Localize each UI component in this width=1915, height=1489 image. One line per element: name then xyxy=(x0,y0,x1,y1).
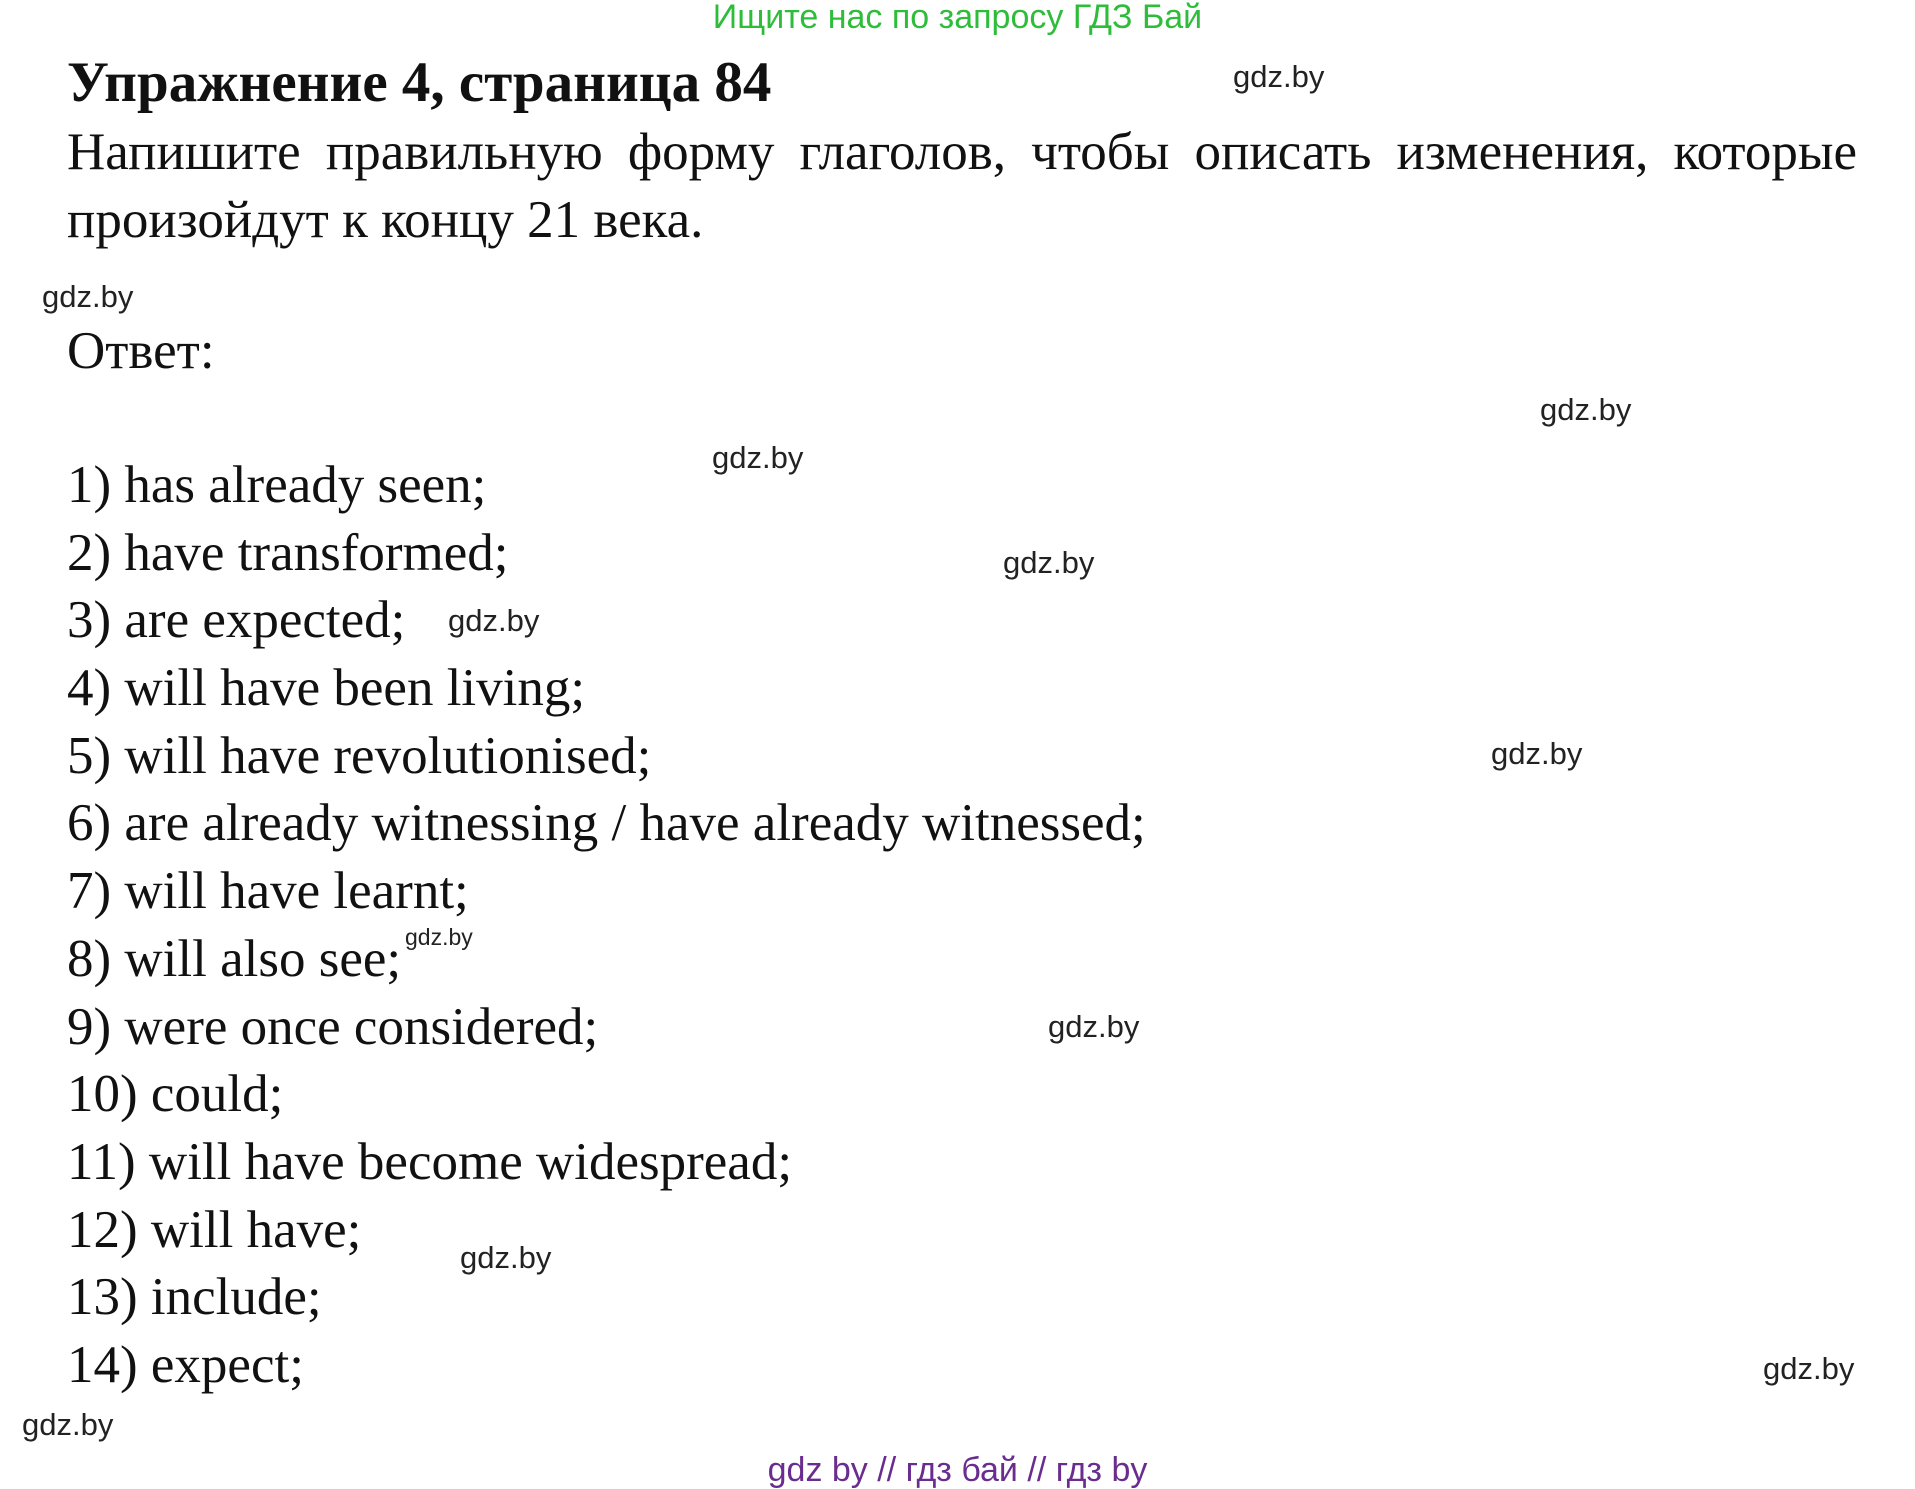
answer-item: 7) will have learnt; xyxy=(67,862,469,921)
watermark: gdz.by xyxy=(712,440,804,475)
watermark: gdz.by xyxy=(22,1407,114,1442)
watermark: gdz.by xyxy=(42,279,134,314)
answer-label: Ответ: xyxy=(67,322,215,380)
watermark: gdz.by xyxy=(1048,1009,1140,1044)
answer-item: 2) have transformed; xyxy=(67,523,509,582)
answer-item: 5) will have revolutionised; xyxy=(67,726,652,785)
watermark: gdz.by xyxy=(460,1240,552,1275)
answer-item: 10) could; xyxy=(67,1065,284,1124)
answer-item: 14) expect; xyxy=(67,1335,304,1394)
answer-item: 11) will have become widespread; xyxy=(67,1132,793,1191)
watermark: gdz.by xyxy=(1491,736,1583,771)
watermark: gdz.by xyxy=(448,603,540,638)
answer-item: 12) will have; xyxy=(67,1200,362,1259)
answer-list xyxy=(67,452,1146,1400)
top-banner: Ищите нас по запросу ГДЗ Бай xyxy=(712,0,1203,36)
task-instruction: Напишите правильную форму глаголов, чтобы описать изменения, которые произойдут к концу 21 века. xyxy=(67,123,1857,249)
answer-item: 8) will also see; xyxy=(67,929,402,988)
answer-item: 9) were once considered; xyxy=(67,997,599,1056)
watermark: gdz.by xyxy=(1540,392,1632,427)
watermark: gdz.by xyxy=(405,924,473,950)
watermark: gdz.by xyxy=(1763,1351,1855,1386)
answer-item: 4) will have been living; xyxy=(67,659,586,718)
watermark: gdz.by xyxy=(1003,545,1095,580)
answer-item: 13) include; xyxy=(67,1268,322,1327)
answer-item: 1) has already seen; xyxy=(67,456,487,514)
page-title: Упражнение 4, страница 84 xyxy=(67,51,772,114)
footer-links: gdz by // гдз бай // гдз by xyxy=(767,1451,1148,1489)
answer-item: 6) are already witnessing / have already witnessed; xyxy=(67,794,1146,853)
answer-item: 3) are expected; xyxy=(67,591,406,650)
watermark: gdz.by xyxy=(1233,59,1325,94)
